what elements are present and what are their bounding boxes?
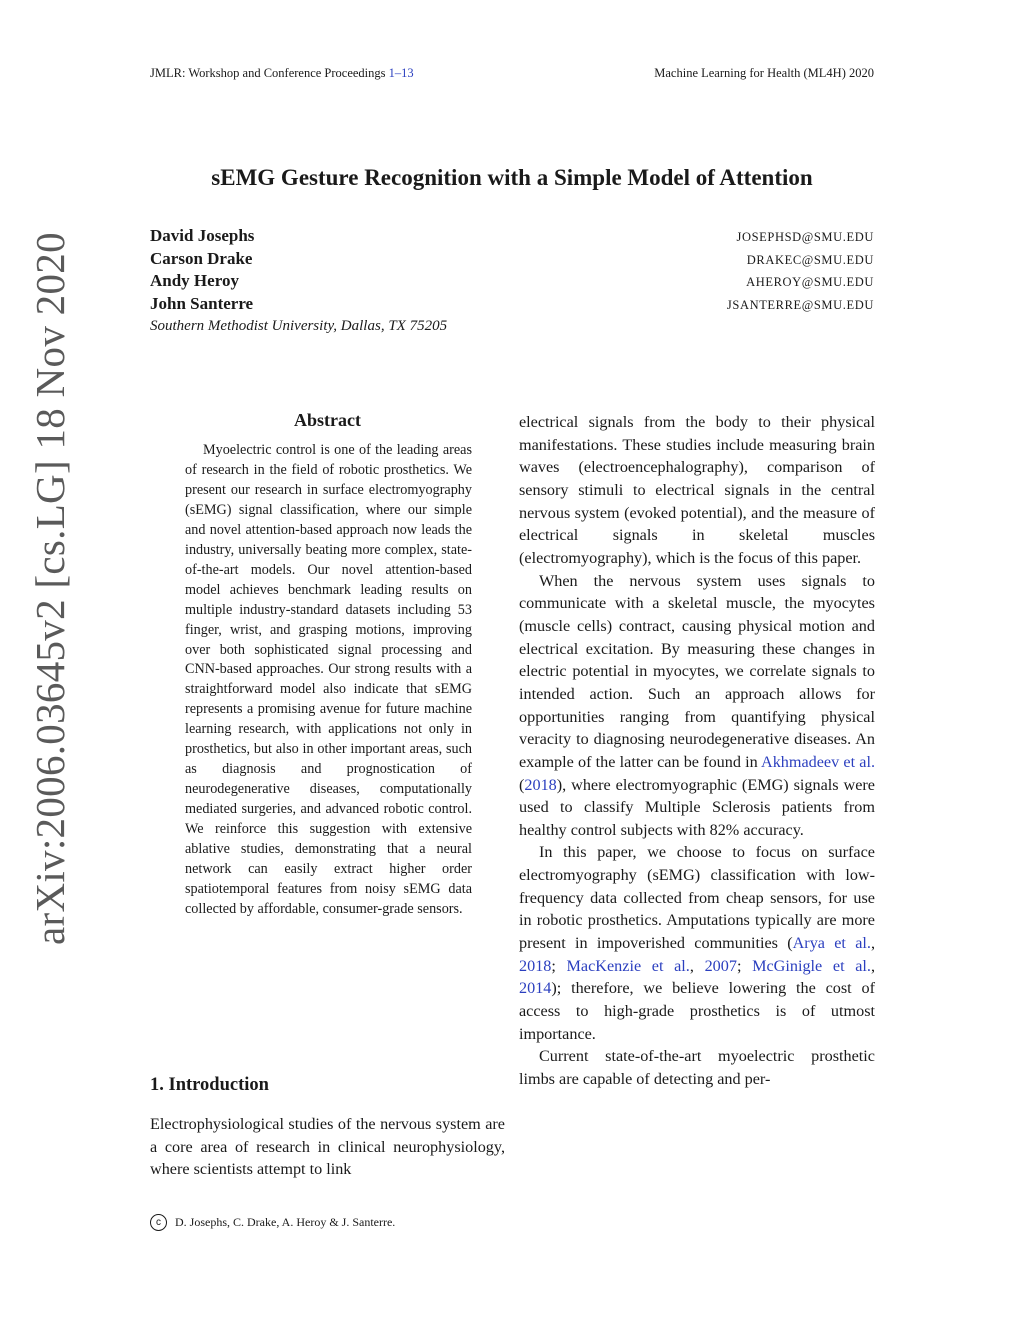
text-run: ); therefore, we believe lowering the cost of access to high-grade prosthetics is of utmost importance. [519, 979, 875, 1043]
intro-paragraph [519, 570, 875, 842]
abstract-heading: Abstract [294, 410, 361, 430]
proceedings-label: JMLR: Workshop and Conference Proceedings [150, 66, 389, 80]
text-run: When the nervous system uses signals to communicate with a skeletal muscle, the myocytes (muscle cells) contract, causing physical motion and electrical excitation. By measuring these changes in electric potential in myocytes, we correlate signals to intended action. Such an approach allows for opportunities ranging from quantifying physical veracity to diagnosing neurodegenerative diseases. An example of the latter can be found in [519, 571, 875, 771]
author-email[interactable]: JSANTERRE@SMU.EDU [726, 297, 874, 312]
citation-year-link[interactable]: 2018 [519, 956, 552, 975]
author-name: John Santerre [150, 293, 254, 313]
citation-link[interactable]: Akhmadeev et al. [761, 752, 875, 771]
paper-title: sEMG Gesture Recognition with a Simple Model of Attention [211, 165, 813, 190]
author-name: David Josephs [150, 226, 255, 245]
text-run: , [870, 956, 875, 975]
text-run: In this paper, we choose to focus on surface electromyography (sEMG) classification with low-frequency data collected from cheap sensors, for use in robotic prosthetics. Amputations typically are more present in impoverished communities ( [519, 843, 875, 953]
author-email[interactable]: JOSEPHSD@SMU.EDU [736, 230, 874, 244]
citation-link[interactable]: MacKenzie et al. [566, 956, 690, 975]
intro-paragraph [519, 841, 875, 1045]
author-block [150, 226, 874, 335]
intro-paragraph-left: Electrophysiological studies of the nervous system are a core area of research in clinical neurophysiology, where scientists attempt to link [150, 1115, 505, 1179]
page-range-link[interactable]: 1–13 [388, 66, 414, 80]
text-run: ( [519, 775, 525, 794]
intro-paragraph: Current state-of-the-art myoelectric prosthetic limbs are capable of detecting and per- [519, 1047, 875, 1089]
citation-link[interactable]: Arya et al. [792, 934, 871, 953]
running-header-left [150, 66, 414, 81]
running-header-right: Machine Learning for Health (ML4H) 2020 [654, 66, 874, 80]
section-heading-introduction: 1. Introduction [150, 1075, 269, 1095]
intro-paragraph: electrical signals from the body to their physical manifestations. These studies include measuring brain waves (electroencephalography), comparison of sensory stimuli to electrical signals in the central nervous system (evoked potential), and the measure of electrical signals in skeletal muscles (electromyography), which is the focus of this paper. [519, 413, 875, 567]
author-row [150, 294, 874, 317]
text-run: ; [551, 956, 567, 975]
text-run: ; [736, 956, 753, 975]
author-row [150, 271, 874, 294]
copyright-icon: c [150, 1214, 167, 1231]
arxiv-stamp: arXiv:2006.03645v2 [cs.LG] 18 Nov 2020 [27, 232, 73, 945]
copyright-text: D. Josephs, C. Drake, A. Heroy & J. Santerre. [175, 1215, 396, 1229]
text-run: , [870, 934, 875, 953]
citation-link[interactable]: McGinigle et al. [752, 956, 871, 975]
affiliation: Southern Methodist University, Dallas, TX 75205 [150, 318, 448, 334]
copyright-footer [150, 1214, 395, 1231]
citation-year-link[interactable]: 2007 [704, 956, 737, 975]
citation-year-link[interactable]: 2014 [519, 979, 552, 998]
author-email[interactable]: AHEROY@SMU.EDU [746, 275, 874, 289]
text-run: , [689, 956, 705, 975]
author-name: Andy Heroy [150, 271, 239, 290]
author-row [150, 249, 874, 272]
text-run: ), where electromyographic (EMG) signals were used to classify Multiple Sclerosis patients from healthy control subjects with 82% accuracy. [519, 775, 875, 839]
author-name: Carson Drake [150, 248, 253, 268]
abstract-text: Myoelectric control is one of the leading areas of research in the field of robotic prosthetics. We present our research in surface electromyography (sEMG) signal classification, where our simple and novel attention-based approach now leads the industry, universally beating more complex, state-of-the-art models. Our novel attention-based model achieves benchmark leading results on multiple industry-standard datasets including 53 finger, wrist, and grasping motions, improving over both sophisticated signal processing and CNN-based approaches. Our strong results with a straightforward model also indicate that sEMG represents a promising avenue for future machine learning research, with applications not only in prosthetics, but also in other important areas, such as diagnosis and prognostication of neurodegenerative diseases, computationally mediated surgeries, and advanced robotic control. We reinforce this suggestion with extensive ablative studies, demonstrating that a neural network can easily extract higher order spatiotemporal features from noisy sEMG data collected by affordable, consumer-grade sensors. [185, 442, 472, 917]
author-row [150, 226, 874, 249]
author-email[interactable]: DRAKEC@SMU.EDU [746, 252, 874, 267]
citation-year-link[interactable]: 2018 [524, 775, 557, 794]
right-column [519, 411, 875, 1091]
